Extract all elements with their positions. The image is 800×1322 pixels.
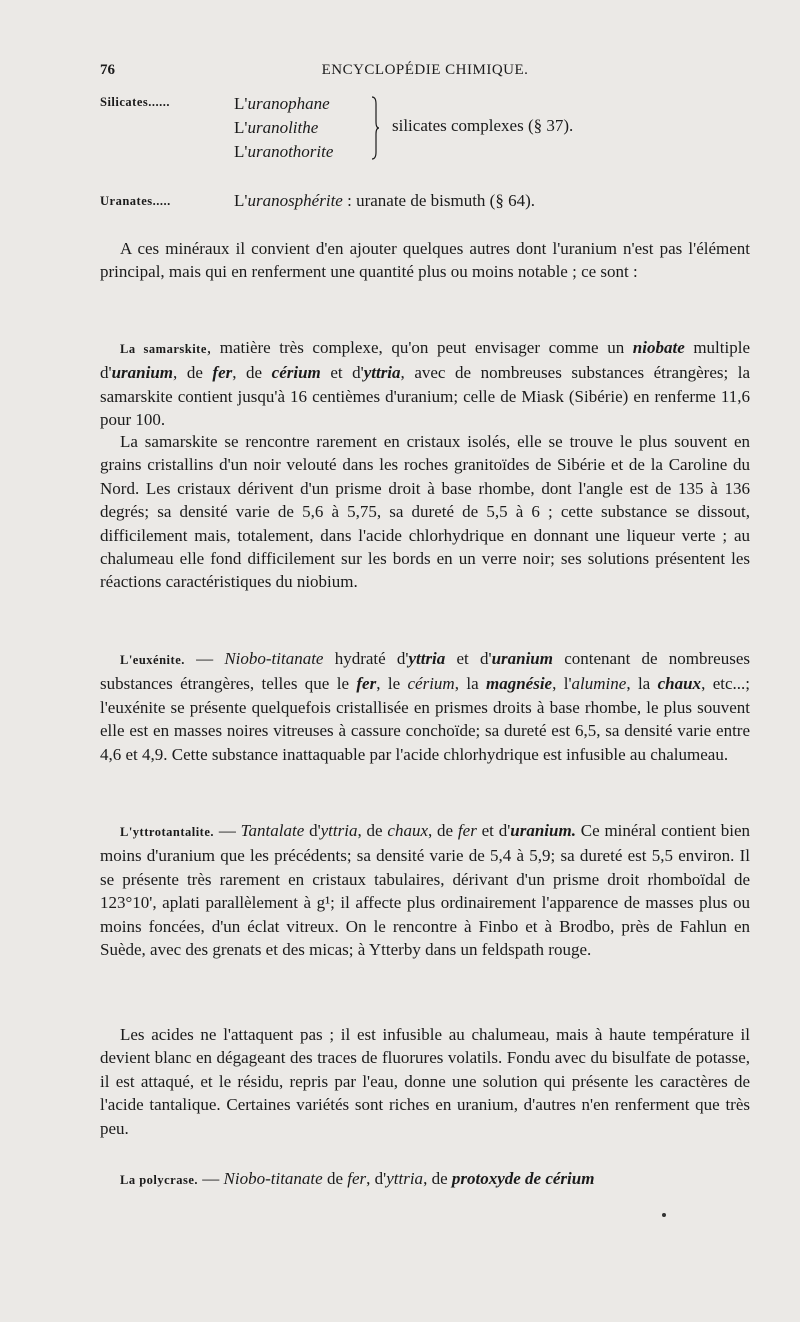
term: niobate: [632, 338, 685, 357]
term: protoxyde de cérium: [451, 1169, 595, 1188]
term: magnésie: [486, 674, 553, 694]
mineral-entry: [234, 116, 333, 140]
term: alumine: [571, 674, 627, 694]
text-run: , de: [232, 363, 272, 383]
text-run: d': [304, 821, 321, 840]
term: yttria: [386, 1169, 424, 1188]
print-speck: [662, 1213, 666, 1217]
euxenite-paragraph: [100, 647, 750, 766]
term: fer: [356, 674, 377, 694]
uranates-label: Uranates.....: [100, 194, 171, 208]
yttrotantalite-paragraph: [100, 819, 750, 961]
paragraph-text: Les acides ne l'attaquent pas ; il est infusible au chalumeau, mais à haute température il devient blanc en dégageant des traces de fluorures volatils. Fondu avec du bisulfate de potasse, il est attaqué, et le résidu, repris par l'eau, donne une solution qui présente les caractères de l'acide tantalique. Certaines variétés sont riches en uranium, d'autres n'en renferment que très peu.: [100, 1025, 750, 1138]
samarskite-paragraph: [100, 336, 750, 432]
text-run: , de: [357, 821, 388, 840]
term: fer: [457, 821, 477, 840]
text-run: —: [184, 649, 225, 668]
mineral-entry: [234, 92, 333, 116]
text-run: et d': [476, 821, 511, 840]
page-number: 76: [100, 62, 115, 78]
text-run: , le: [376, 674, 408, 694]
brace-icon: [370, 96, 380, 160]
section-heading: La polycrase.: [120, 1173, 199, 1187]
term: cérium: [271, 363, 321, 383]
text-run: , avec de nombreuses substances étrangères; la samarskite contient jusqu'à 16 centièmes d'uranium; celle de Miask (Sibérie) en renferme 11,6 pour 100.: [100, 363, 751, 430]
term: uranium: [111, 363, 174, 383]
term: yttria: [320, 821, 358, 840]
article: L': [234, 94, 248, 113]
text-run: , l': [552, 674, 572, 694]
text-run: et d': [445, 649, 492, 668]
term: fer: [347, 1169, 367, 1188]
uranates-description: : uranate de bismuth (§ 64).: [342, 191, 535, 210]
text-run: , d': [366, 1169, 387, 1188]
article: L': [234, 142, 248, 161]
silicates-description: silicates complexes (§ 37).: [392, 116, 574, 135]
term: uranium.: [510, 821, 576, 840]
mineral-entry: [234, 140, 333, 164]
term: yttria: [363, 363, 401, 383]
term: Tantalate: [240, 821, 305, 840]
text-run: , etc...; l'euxénite se présente quelquefois cristallisée en prismes droits à base rhombe, le plus souvent elle est en masses noires vitreuses à cassure conchoïde; sa dureté est 6,5, sa densité varie entre 4,6 et 4,9. Cette substance inattaquable par l'acide chlorhydrique est infusible au chalumeau.: [100, 674, 750, 764]
paragraph-text: A ces minéraux il convient d'en ajouter quelques autres dont l'uranium n'est pas l'élément principal, mais qui en renferment une quantité plus ou moins notable ; ce sont :: [100, 239, 750, 282]
term: Niobo-titanate: [224, 649, 324, 668]
term: chaux: [387, 821, 428, 840]
text-run: , la: [454, 674, 486, 694]
samarskite-description-paragraph: [100, 430, 750, 594]
section-heading: La samarskite: [120, 342, 207, 356]
text-run: , de: [428, 821, 458, 840]
text-run: , de: [423, 1169, 452, 1188]
page-header: [100, 62, 750, 86]
article: L': [234, 191, 248, 210]
uranates-table: [100, 191, 750, 217]
running-title: ENCYCLOPÉDIE CHIMIQUE.: [321, 62, 529, 78]
silicates-mineral-list: [234, 92, 333, 164]
text-run: , la: [626, 674, 658, 694]
text-run: , de: [173, 363, 213, 383]
polycrase-paragraph: [100, 1167, 750, 1192]
text-run: —: [198, 1169, 224, 1188]
text-run: et d': [320, 363, 364, 383]
text-run: —: [214, 821, 241, 840]
text-run: multiple d': [100, 338, 750, 383]
section-heading: L'yttrotantalite.: [120, 825, 215, 839]
intro-paragraph: [100, 237, 750, 284]
section-heading: L'euxénite.: [120, 653, 185, 667]
mineral-name: uranosphérite: [247, 191, 343, 210]
article: L': [234, 118, 248, 137]
mineral-name: uranophane: [247, 94, 330, 113]
term: fer: [212, 363, 233, 383]
uranates-entry: [234, 191, 535, 211]
mineral-name: uranothorite: [247, 142, 334, 161]
silicates-label: Silicates......: [100, 95, 170, 109]
text-run: Ce minéral contient bien moins d'uranium que les précédents; sa densité varie de 5,4 à 5,9; sa dureté est 5,5 environ. Il se présente très rarement en cristaux tabulaires, dérivant d'un prisme droit rhomboïdal de 123°10', aplati parallèlement à g¹; il affecte plus ordinairement l'apparence de masses plus ou moins foncées, d'un éclat vitreux. On le rencontre à Finbo et à Brodbo, près de Fahlun en Suède, avec des grenats et des micas; à Ytterby dans un feldspath rouge.: [100, 821, 751, 960]
term: yttria: [408, 649, 446, 668]
text-run: hydraté d': [323, 649, 409, 668]
text-run: de: [322, 1169, 348, 1188]
text-run: contenant de nombreuses substances étrangères, telles que le: [100, 649, 750, 694]
term: Niobo-titanate: [223, 1169, 323, 1188]
mineral-name: uranolithe: [247, 118, 319, 137]
term: cérium: [407, 674, 455, 694]
yttrotantalite-reactions-paragraph: [100, 1023, 750, 1140]
silicates-table: [100, 92, 750, 172]
term: uranium: [491, 649, 553, 668]
term: chaux: [657, 674, 702, 694]
paragraph-text: La samarskite se rencontre rarement en cristaux isolés, elle se trouve le plus souvent en grains cristallins d'un noir velouté dans les roches granitoïdes de Sibérie et de la Caroline du Nord. Les cristaux dérivent d'un prisme droit à base rhombe, dont l'angle est de 135 à 136 degrés; sa densité varie de 5,6 à 5,75, sa dureté de 5,5 à 6 ; cette substance se dissout, difficilement mais, totalement, dans l'acide chlorhydrique en donnant une liqueur verte ; au chalumeau elle fond difficilement sur les bords en un verre noir; ses solutions présentent les réactions caractéristiques du niobium.: [100, 432, 750, 592]
text-run: , matière très complexe, qu'on peut envisager comme un: [206, 338, 633, 357]
